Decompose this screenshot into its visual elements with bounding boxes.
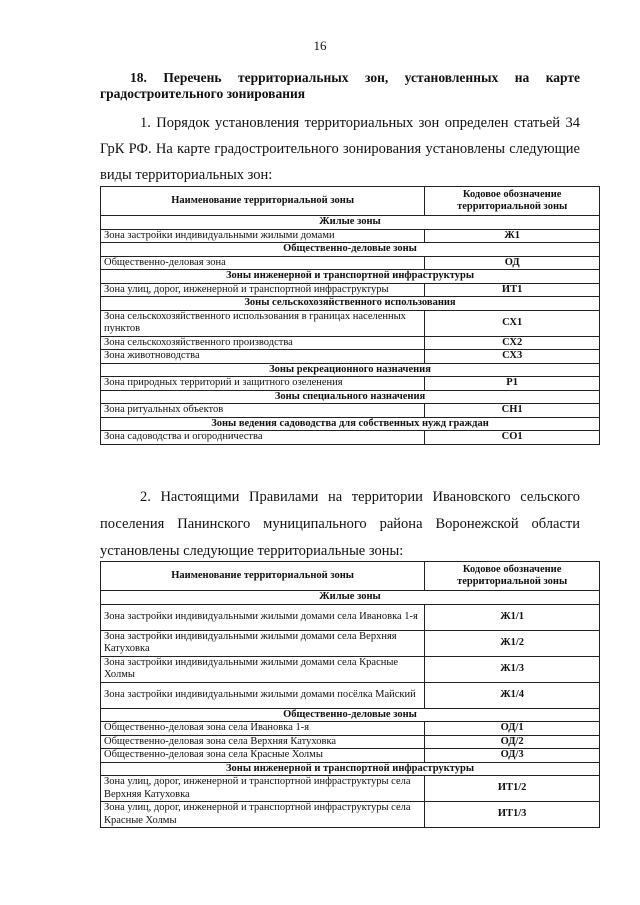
zone-group-label: Зоны сельскохозяйственного использования <box>101 297 600 311</box>
table-row <box>101 682 600 708</box>
zone-group-label: Жилые зоны <box>101 216 600 230</box>
zone-name-cell: Зона застройки индивидуальными жилыми домами села Красные Холмы <box>101 656 425 682</box>
page-number: 16 <box>313 38 327 53</box>
group-row <box>101 216 600 230</box>
table-row <box>101 604 600 630</box>
table-row <box>101 630 600 656</box>
zone-code-cell: Ж1/4 <box>425 682 600 708</box>
column-header-name: Наименование территориальной зоны <box>101 187 425 216</box>
table-row <box>101 735 600 749</box>
zone-group-label: Зоны ведения садоводства для собственных нужд граждан <box>101 417 600 431</box>
table-row <box>101 656 600 682</box>
zone-group-label: Жилые зоны <box>101 591 600 605</box>
zone-group-label: Зоны инженерной и транспортной инфраструктуры <box>101 270 600 284</box>
table-row <box>101 722 600 736</box>
zone-name-cell: Зона застройки индивидуальными жилыми домами посёлка Майский <box>101 682 425 708</box>
zone-name-cell: Зона сельскохозяйственного использования в границах населенных пунктов <box>101 310 425 336</box>
section-heading: 18. Перечень территориальных зон, установленных на карте градостроительного зонирования <box>100 70 580 101</box>
zone-group-label: Общественно-деловые зоны <box>101 243 600 257</box>
zone-code-cell: ОД <box>425 256 600 270</box>
group-row <box>101 762 600 776</box>
group-row <box>101 417 600 431</box>
table-row <box>101 377 600 391</box>
zone-group-label: Общественно-деловые зоны <box>101 708 600 722</box>
zone-code-cell: СХ1 <box>425 310 600 336</box>
zone-name-cell: Зона садоводства и огородничества <box>101 431 425 445</box>
group-row <box>101 390 600 404</box>
zone-name-cell: Зона сельскохозяйственного производства <box>101 336 425 350</box>
group-row <box>101 708 600 722</box>
zone-code-cell: СХ2 <box>425 336 600 350</box>
zone-code-cell: СХ3 <box>425 350 600 364</box>
zone-code-cell: Ж1/3 <box>425 656 600 682</box>
zone-name-cell: Общественно-деловая зона села Красные Холмы <box>101 749 425 763</box>
group-row <box>101 270 600 284</box>
column-header-code: Кодовое обозначение территориальной зоны <box>425 187 600 216</box>
table-row <box>101 802 600 828</box>
table-row <box>101 776 600 802</box>
table-row <box>101 404 600 418</box>
zone-name-cell: Зона улиц, дорог, инженерной и транспортной инфраструктуры села Красные Холмы <box>101 802 425 828</box>
zone-code-cell: ОД/1 <box>425 722 600 736</box>
zone-group-label: Зоны инженерной и транспортной инфраструктуры <box>101 762 600 776</box>
zone-code-cell: Ж1/1 <box>425 604 600 630</box>
table-header-row <box>101 562 600 591</box>
table-row <box>101 229 600 243</box>
zone-name-cell: Общественно-деловая зона <box>101 256 425 270</box>
table-row <box>101 336 600 350</box>
zone-name-cell: Зона застройки индивидуальными жилыми домами <box>101 229 425 243</box>
zone-code-cell: СО1 <box>425 431 600 445</box>
table-row <box>101 310 600 336</box>
column-header-name: Наименование территориальной зоны <box>101 562 425 591</box>
table-header-row <box>101 187 600 216</box>
table-body <box>101 216 600 445</box>
zone-name-cell: Общественно-деловая зона села Верхняя Катуховка <box>101 735 425 749</box>
zone-code-cell: Ж1/2 <box>425 630 600 656</box>
table-row <box>101 431 600 445</box>
group-row <box>101 243 600 257</box>
zone-group-label: Зоны рекреационного назначения <box>101 363 600 377</box>
zone-code-cell: СН1 <box>425 404 600 418</box>
group-row <box>101 363 600 377</box>
zone-name-cell: Общественно-деловая зона села Ивановка 1-я <box>101 722 425 736</box>
column-header-code: Кодовое обозначение территориальной зоны <box>425 562 600 591</box>
paragraph-2: 2. Настоящими Правилами на территории Ивановского сельского поселения Панинского муниципального района Воронежской области установлены следующие территориальные зоны: <box>100 489 580 559</box>
table-row <box>101 283 600 297</box>
zone-code-cell: ИТ1/2 <box>425 776 600 802</box>
zone-code-cell: Р1 <box>425 377 600 391</box>
table-body <box>101 591 600 828</box>
table-row <box>101 749 600 763</box>
table-row <box>101 256 600 270</box>
zone-name-cell: Зона животноводства <box>101 350 425 364</box>
zone-name-cell: Зона улиц, дорог, инженерной и транспортной инфраструктуры села Верхняя Катуховка <box>101 776 425 802</box>
zone-code-cell: Ж1 <box>425 229 600 243</box>
zone-code-cell: ОД/3 <box>425 749 600 763</box>
table-row <box>101 350 600 364</box>
group-row <box>101 591 600 605</box>
zone-code-cell: ОД/2 <box>425 735 600 749</box>
zone-name-cell: Зона улиц, дорог, инженерной и транспортной инфраструктуры <box>101 283 425 297</box>
zones-table-2 <box>100 561 600 828</box>
zone-code-cell: ИТ1/3 <box>425 802 600 828</box>
paragraph-1: 1. Порядок установления территориальных зон определен статьей 34 ГрК РФ. На карте градостроительного зонирования установлены следующие виды территориальных зон: <box>100 115 580 183</box>
zone-name-cell: Зона ритуальных объектов <box>101 404 425 418</box>
zones-table-1 <box>100 186 600 445</box>
group-row <box>101 297 600 311</box>
zone-name-cell: Зона природных территорий и защитного озеленения <box>101 377 425 391</box>
zone-code-cell: ИТ1 <box>425 283 600 297</box>
zone-group-label: Зоны специального назначения <box>101 390 600 404</box>
zone-name-cell: Зона застройки индивидуальными жилыми домами села Верхняя Катуховка <box>101 630 425 656</box>
zone-name-cell: Зона застройки индивидуальными жилыми домами села Ивановка 1-я <box>101 604 425 630</box>
